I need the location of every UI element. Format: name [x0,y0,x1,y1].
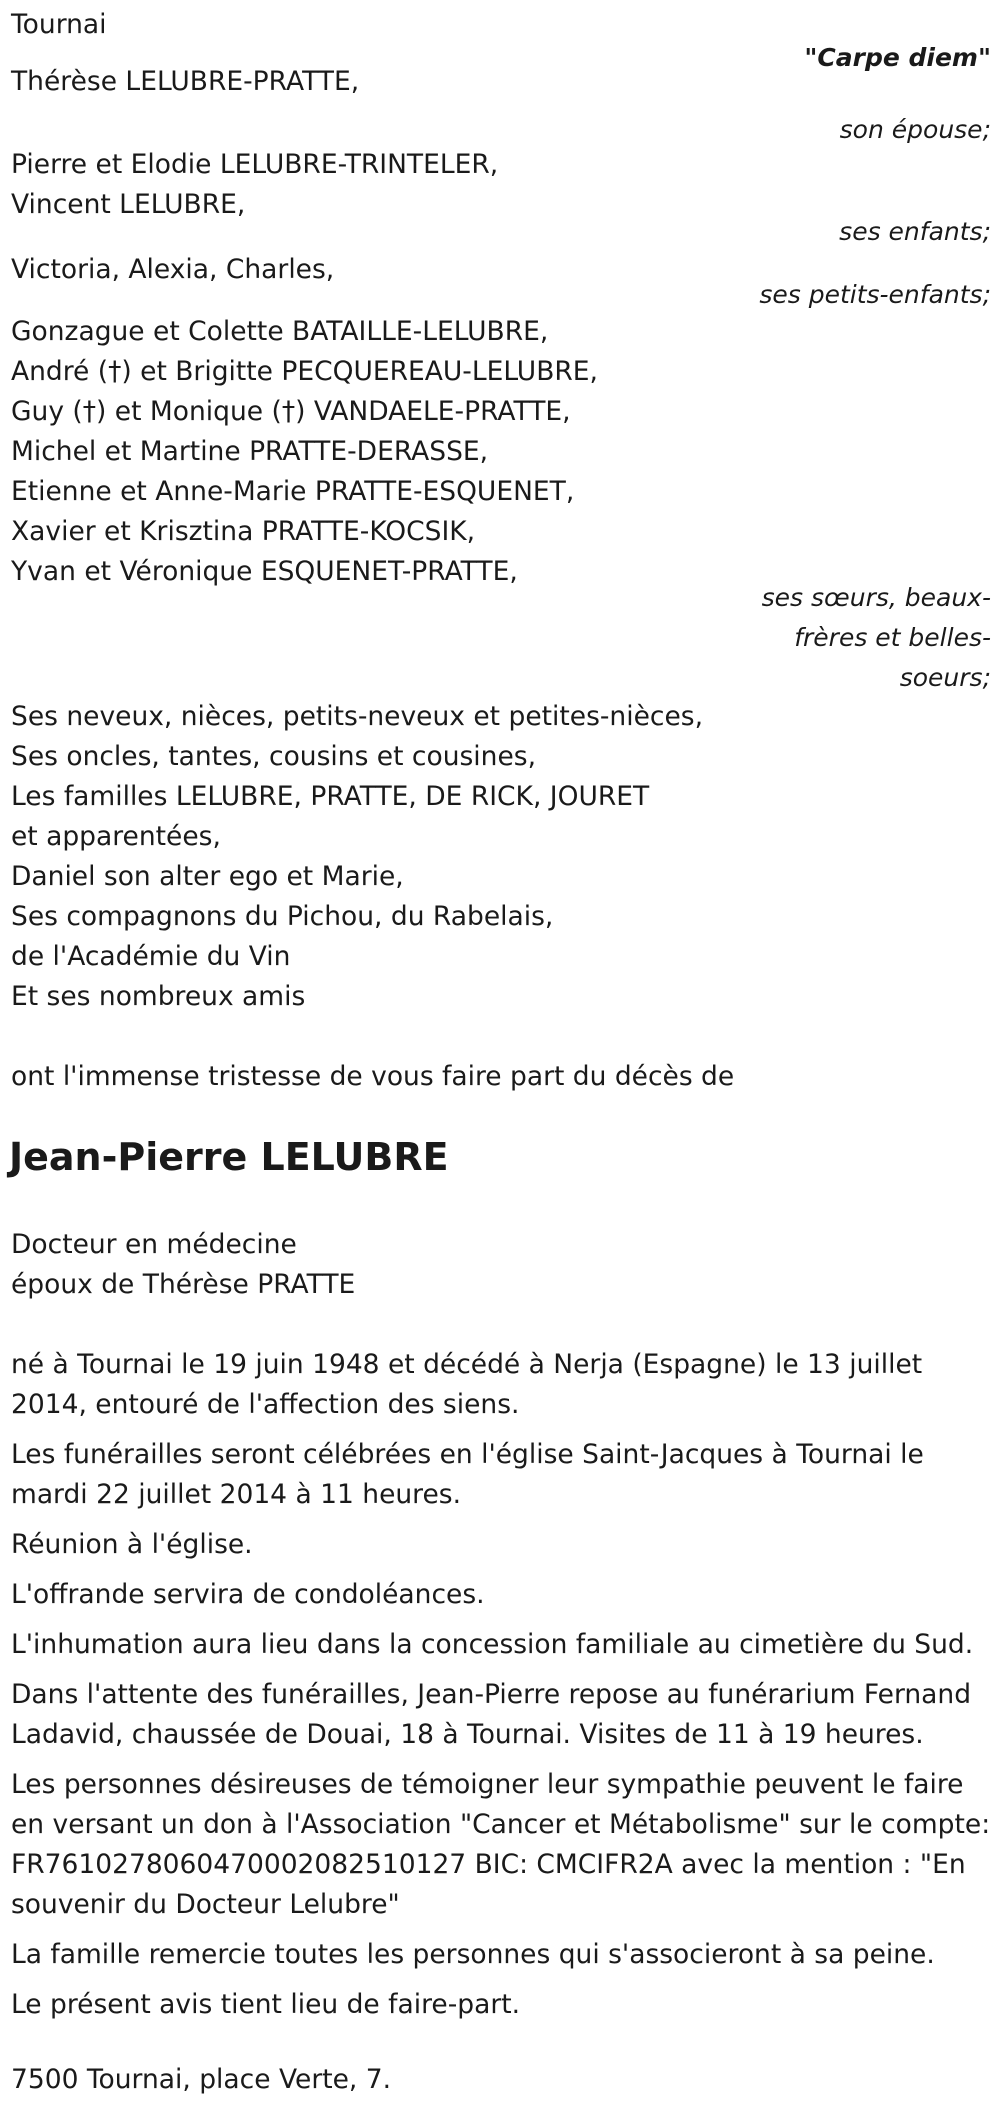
sibling-line: Michel et Martine PRATTE-DERASSE, [11,436,489,467]
deceased-title: Docteur en médecine [11,1229,297,1260]
others-line: Ses compagnons du Pichou, du Rabelais, [11,901,554,932]
grandchildren-role: ses petits-enfants; [759,280,991,309]
announcement: ont l'immense tristesse de vous faire part du décès de [11,1061,735,1092]
motto: "Carpe diem" [804,43,991,72]
detail-paragraph: L'inhumation aura lieu dans la concession familiale au cimetière du Sud. [11,1629,974,1660]
sibling-line: André (†) et Brigitte PECQUEREAU-LELUBRE, [11,356,598,387]
sibling-line: Etienne et Anne-Marie PRATTE-ESQUENET, [11,476,575,507]
detail-paragraph: Réunion à l'église. [11,1529,253,1560]
others-line: Ses oncles, tantes, cousins et cousines, [11,741,536,772]
others-line: Les familles LELUBRE, PRATTE, DE RICK, JOURET [11,781,650,812]
siblings-role-line: soeurs; [899,663,991,692]
others-list [11,697,703,1017]
address: 7500 Tournai, place Verte, 7. [11,2064,392,2095]
others-line: Daniel son alter ego et Marie, [11,861,404,892]
deceased-spouse: époux de Thérèse PRATTE [11,1269,356,1300]
sibling-line: Gonzague et Colette BATAILLE-LELUBRE, [11,316,549,347]
children-role: ses enfants; [839,217,991,246]
detail-paragraph: Les funérailles seront célébrées en l'église Saint-Jacques à Tournai le mardi 22 juillet 2014 à 11 heures. [11,1439,924,1510]
spouse-role: son épouse; [839,115,991,144]
detail-paragraph: L'offrande servira de condoléances. [11,1579,485,1610]
details-block [11,1345,991,2035]
children-line-2: Vincent LELUBRE, [11,189,246,220]
sibling-line: Xavier et Krisztina PRATTE-KOCSIK, [11,516,476,547]
others-line: et apparentées, [11,821,221,852]
sibling-line: Yvan et Véronique ESQUENET-PRATTE, [11,556,518,587]
detail-paragraph: Le présent avis tient lieu de faire-part. [11,1989,521,2020]
deceased-name: Jean-Pierre LELUBRE [9,1135,449,1179]
detail-paragraph: Dans l'attente des funérailles, Jean-Pierre repose au funérarium Fernand Ladavid, chaussée de Douai, 18 à Tournai. Visites de 11 à 19 heures. [11,1679,972,1750]
others-line: Et ses nombreux amis [11,981,306,1012]
others-line: Ses neveux, nièces, petits-neveux et petites-nièces, [11,701,704,732]
siblings-list [11,312,598,592]
city-header: Tournai [11,9,107,40]
detail-paragraph: La famille remercie toutes les personnes qui s'associeront à sa peine. [11,1939,935,1970]
grandchildren: Victoria, Alexia, Charles, [11,254,335,285]
siblings-role [762,578,991,698]
others-line: de l'Académie du Vin [11,941,291,972]
detail-paragraph: Les personnes désireuses de témoigner leur sympathie peuvent le faire en versant un don à l'Association "Cancer et Métabolisme" sur le compte: FR7610278060470002082510127 BIC: CMCIFR2A avec la mention : "En souvenir du Docteur Lelubre" [11,1769,991,1920]
sibling-line: Guy (†) et Monique (†) VANDAELE-PRATTE, [11,396,571,427]
detail-paragraph: né à Tournai le 19 juin 1948 et décédé à Nerja (Espagne) le 13 juillet 2014, entouré de l'affection des siens. [11,1349,923,1420]
siblings-role-line: frères et belles- [794,623,991,652]
children-line-1: Pierre et Elodie LELUBRE-TRINTELER, [11,149,499,180]
siblings-role-line: ses sœurs, beaux- [761,583,991,612]
spouse-name: Thérèse LELUBRE-PRATTE, [11,66,360,97]
